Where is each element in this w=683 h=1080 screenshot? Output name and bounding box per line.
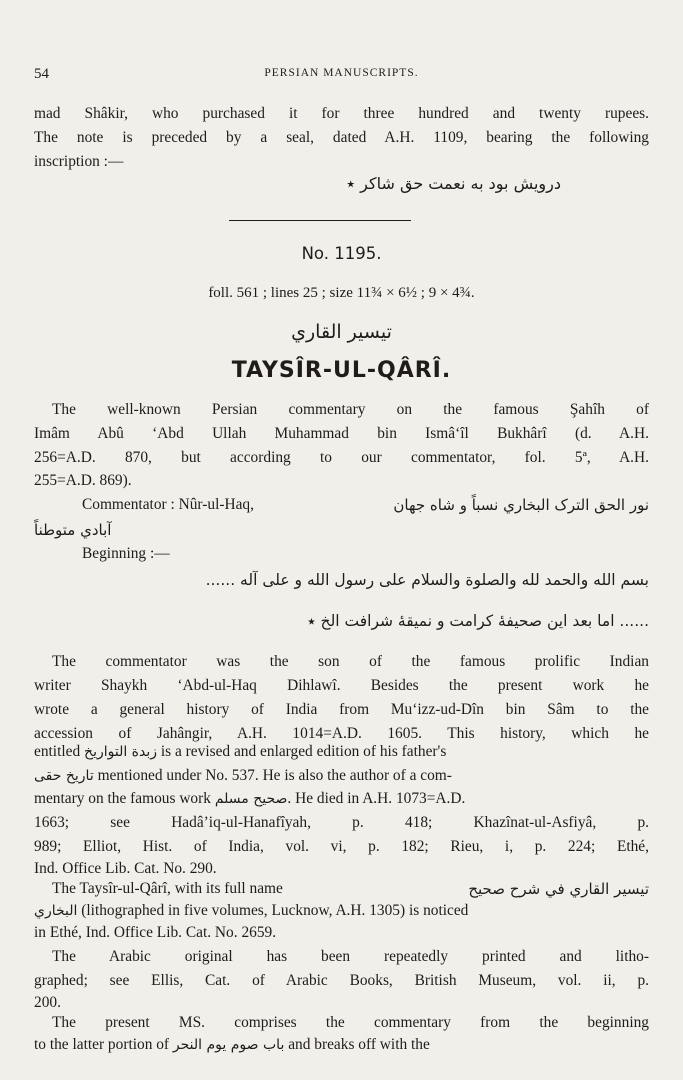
text-line: wrote a general history of India from Mu‘izz-ud-Dîn bin Sâm to the — [34, 701, 649, 718]
text-line: The well-known Persian commentary on the famous Şahîh of — [52, 401, 649, 418]
title-arabic: تیسیر القاري — [291, 321, 392, 343]
commentator-line — [82, 496, 254, 514]
text-line: accession of Jahângir, A.H. 1014=A.D. 1605. This history, which he — [34, 725, 649, 742]
text-line: The present MS. comprises the commentary from the beginning — [52, 1014, 649, 1031]
text-line: Ind. Office Lib. Cat. No. 290. — [34, 860, 217, 877]
text-line: 255=A.D. 869). — [34, 472, 132, 489]
beginning-label: Beginning :— — [82, 545, 170, 562]
text-line — [34, 790, 649, 808]
running-header — [34, 66, 649, 84]
text-line: mad Shâkir, who purchased it for three hundred and twenty rupees. — [34, 105, 649, 122]
text-line: writer Shaykh ‘Abd-ul-Haq Dihlawî. Besides the present work he — [34, 677, 649, 694]
arabic-inline: زبدة التواریخ — [84, 744, 158, 760]
text-line: The note is preceded by a seal, dated A.H. 1109, bearing the following — [34, 129, 649, 146]
arabic-inline: باب صوم یوم النحر — [172, 1037, 285, 1053]
text-fragment: is a revised and enlarged edition of his father's — [160, 743, 447, 760]
text-line: in Ethé, Ind. Office Lib. Cat. No. 2659. — [34, 924, 277, 941]
text-fragment: mentary on the famous work — [34, 790, 211, 807]
commentator-name: Nûr-ul-Haq, — [178, 496, 254, 513]
text-fragment: to the latter portion of — [34, 1036, 170, 1053]
text-line: 256=A.D. 870, but according to our commentator, fol. 5ª, A.H. — [34, 449, 649, 466]
running-title: PERSIAN MANUSCRIPTS. — [264, 67, 419, 79]
text-line: 989; Elliot, Hist. of India, vol. vi, p. 182; Rieu, i, p. 224; Ethé, — [34, 838, 649, 855]
beginning-arabic-2: ...... اما بعد این صحیفهٔ کرامت و نمیقهٔ شرافت الخ ٭ — [307, 612, 649, 630]
text-fragment: . He died in A.H. 1073=A.D. — [287, 790, 466, 807]
text-line: Imâm Abû ‘Abd Ullah Muhammad bin Ismâ‘îl Bukhârî (d. A.H. — [34, 425, 649, 442]
text-line: The Taysîr-ul-Qârî, with its full name — [52, 880, 283, 897]
arabic-inline: تاریخ حقی — [34, 768, 94, 784]
text-line — [34, 902, 649, 920]
text-line: The commentator was the son of the famous prolific Indian — [52, 653, 649, 670]
section-divider — [229, 220, 411, 221]
arabic-inline: البخاري — [34, 903, 78, 919]
beginning-arabic-1: بسم الله والحمد لله والصلوة والسلام علی رسول الله و علی آله ...... — [205, 571, 649, 589]
text-line: inscription :— — [34, 153, 124, 170]
arabic-inline: تیسیر القاري في شرح صحیح — [468, 880, 649, 898]
text-line — [34, 1036, 649, 1054]
seal-inscription: درویش بود به نعمت حق شاکر ٭ — [346, 174, 561, 193]
text-fragment: entitled — [34, 743, 81, 760]
folio-description: foll. 561 ; lines 25 ; size 11¾ × 6½ ; 9 × 4¾. — [208, 285, 475, 301]
text-line — [34, 767, 649, 785]
text-fragment: mentioned under No. 537. He is also the author of a com- — [97, 767, 452, 784]
text-line: 200. — [34, 994, 61, 1011]
arabic-inline: صحیح مسلم — [214, 791, 288, 807]
entry-number: No. 1195. — [301, 244, 382, 263]
commentator-arabic: نور الحق الترک البخاري نسباً و شاه جهان — [393, 496, 649, 514]
page-number: 54 — [34, 66, 49, 82]
text-line — [34, 743, 649, 761]
text-line: graphed; see Ellis, Cat. of Arabic Books, British Museum, vol. ii, p. — [34, 972, 649, 989]
text-fragment: and breaks off with the — [288, 1036, 430, 1053]
title-latin: TAYSÎR-UL-QÂRÎ. — [231, 358, 452, 383]
commentator-label: Commentator : — [82, 496, 175, 513]
text-line: The Arabic original has been repeatedly printed and litho- — [52, 948, 649, 965]
text-line: 1663; see Hadâ’iq-ul-Hanafîyah, p. 418; Khazînat-ul-Asfiyâ, p. — [34, 814, 649, 831]
text-fragment: (lithographed in five volumes, Lucknow, A.H. 1305) is noticed — [81, 902, 469, 919]
commentator-arabic-cont: آبادي متوطناً — [34, 521, 112, 539]
